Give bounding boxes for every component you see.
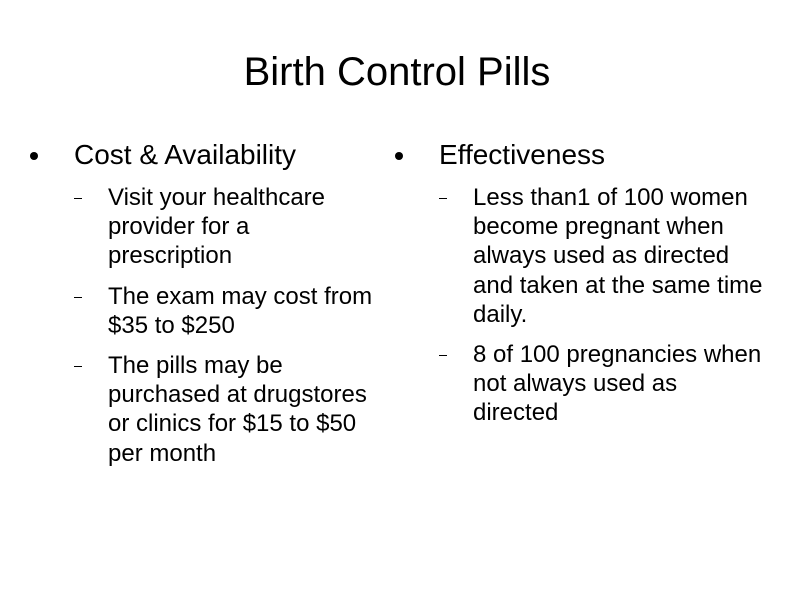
cost-availability-list	[30, 183, 375, 468]
bullet-dot-icon	[395, 152, 403, 160]
slide-title: Birth Control Pills	[243, 50, 551, 94]
list-item-text: Visit your healthcare provider for a prescription	[108, 184, 326, 270]
list-item-text: The exam may cost from $35 to $250	[108, 282, 373, 339]
list-item-text: Less than1 of 100 women become pregnant when always used as directed and taken at the same time daily.	[473, 184, 763, 328]
left-column	[30, 138, 375, 479]
list-item	[30, 183, 375, 271]
dash-bullet-icon	[74, 297, 82, 298]
list-item-text: 8 of 100 pregnancies when not always used as directed	[473, 341, 762, 427]
list-item	[395, 340, 765, 428]
heading-text: Effectiveness	[439, 139, 606, 170]
dash-bullet-icon	[439, 198, 447, 199]
list-item	[30, 282, 375, 340]
heading-text: Cost & Availability	[74, 139, 297, 170]
bullet-dot-icon	[30, 152, 38, 160]
dash-bullet-icon	[74, 198, 82, 199]
list-item	[30, 351, 375, 468]
list-item-text: The pills may be purchased at drugstores or clinics for $15 to $50 per month	[108, 352, 367, 467]
right-column	[395, 138, 765, 439]
dash-bullet-icon	[74, 366, 82, 367]
cost-availability-heading	[30, 138, 375, 172]
effectiveness-heading	[395, 138, 765, 172]
list-item	[395, 183, 765, 329]
effectiveness-list	[395, 183, 765, 428]
dash-bullet-icon	[439, 355, 447, 356]
